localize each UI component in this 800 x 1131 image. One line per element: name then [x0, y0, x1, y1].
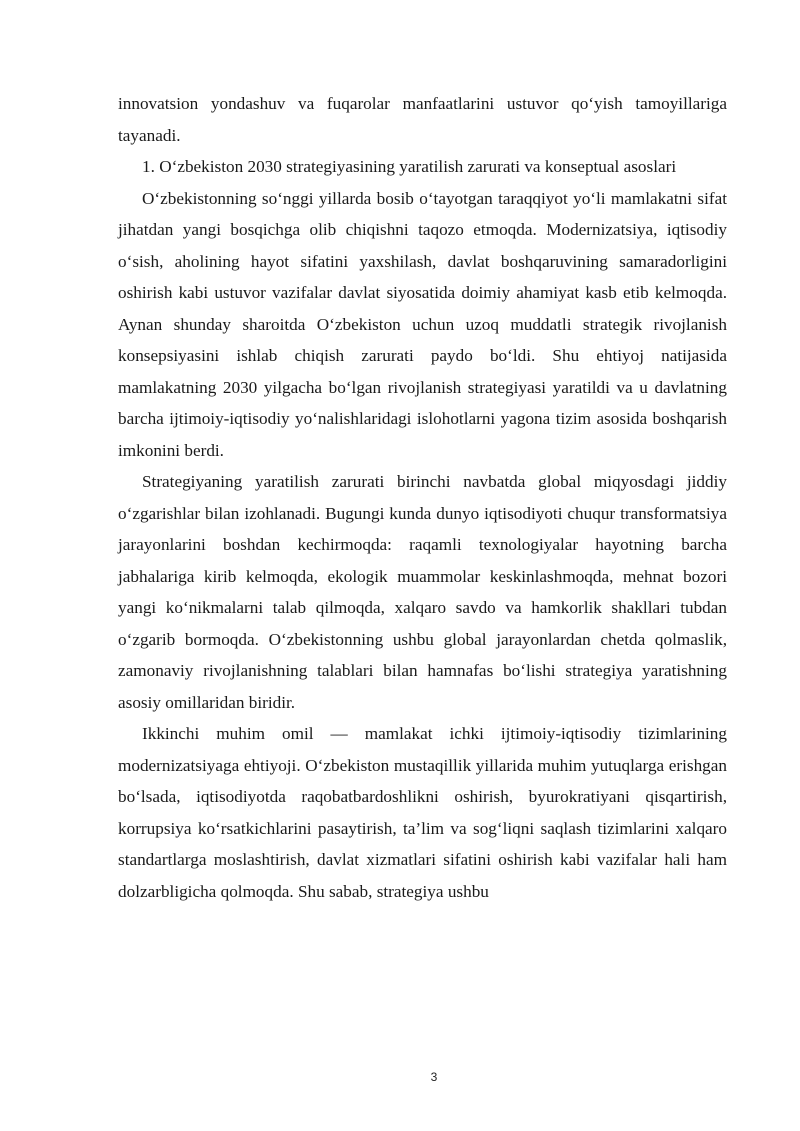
section-heading: 1. O‘zbekiston 2030 strategiyasining yaratilish zarurati va konseptual asoslari	[142, 157, 677, 176]
page-number: 3	[430, 1070, 438, 1084]
document-body	[118, 88, 727, 907]
paragraph-continuation: innovatsion yondashuv va fuqarolar manfaatlarini ustuvor qo‘yish tamoyillariga tayanadi.	[118, 94, 727, 145]
paragraph: O‘zbekistonning so‘nggi yillarda bosib o‘tayotgan taraqqiyot yo‘li mamlakatni sifat jihatdan yangi bosqichga olib chiqishni taqozo etmoqda. Modernizatsiya, iqtisodiy o‘sish, aholining hayot sifatini yaxshilash, davlat boshqaruvining samaradorligini oshirish kabi ustuvor vazifalar davlat siyosatida doimiy ahamiyat kasb etib kelmoqda. Aynan shunday sharoitda O‘zbekiston uchun uzoq muddatli strategik rivojlanish konsepsiyasini ishlab chiqish zarurati paydo bo‘ldi. Shu ehtiyoj natijasida mamlakatning 2030 yilgacha bo‘lgan rivojlanish strategiyasi yaratildi va u davlatning barcha ijtimoiy-iqtisodiy yo‘nalishlaridagi islohotlarni yagona tizim asosida boshqarish imkonini berdi.	[118, 188, 727, 460]
paragraph: Ikkinchi muhim omil — mamlakat ichki ijtimoiy-iqtisodiy tizimlarining modernizatsiyaga ehtiyoji. O‘zbekiston mustaqillik yillarida muhim yutuqlarga erishgan bo‘lsada, iqtisodiyotda raqobatbardoshlikni oshirish, byurokratiyani qisqartirish, korrupsiya ko‘rsatkichlarini pasaytirish, ta’lim va sog‘liqni saqlash tizimlarini xalqaro standartlarga moslashtirish, davlat xizmatlari sifatini oshirish kabi vazifalar hali ham dolzarbligicha qolmoqda. Shu sabab, strategiya ushbu	[118, 724, 727, 901]
paragraph: Strategiyaning yaratilish zarurati birinchi navbatda global miqyosdagi jiddiy o‘zgarishlar bilan izohlanadi. Bugungi kunda dunyo iqtisodiyoti chuqur transformatsiya jarayonlarini boshdan kechirmoqda: raqamli texnologiyalar hayotning barcha jabhalariga kirib kelmoqda, ekologik muammolar keskinlashmoqda, mehnat bozori yangi ko‘nikmalarni talab qilmoqda, xalqaro savdo va hamkorlik shakllari tubdan o‘zgarib bormoqda. O‘zbekistonning ushbu global jarayonlardan chetda qolmaslik, zamonaviy rivojlanishning talablari bilan hamnafas bo‘lishi strategiya yaratishning asosiy omillaridan biridir.	[118, 472, 727, 712]
